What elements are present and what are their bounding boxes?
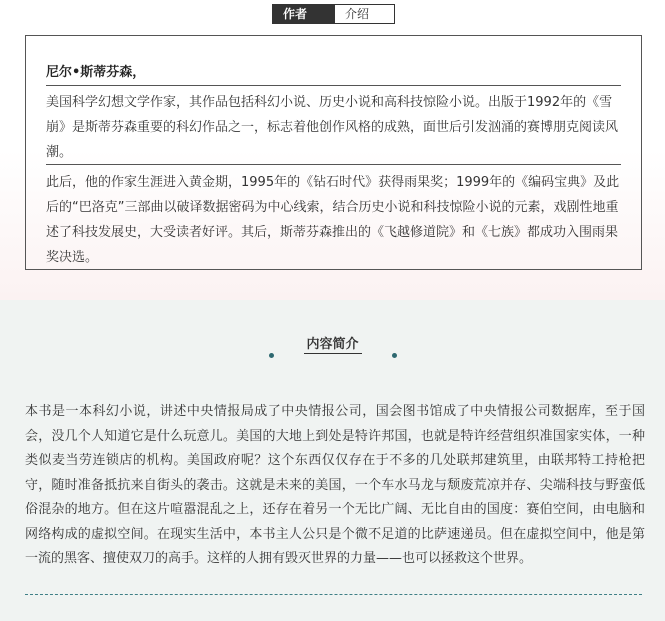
divider <box>46 164 621 165</box>
tab-author[interactable]: 作者 <box>273 5 335 23</box>
tab-bar <box>272 4 395 24</box>
author-name: 尼尔•斯蒂芬森， <box>46 65 146 80</box>
author-paragraph-1: 美国科学幻想文学作家，其作品包括科幻小说、历史小说和高科技惊险小说。出版于1992年的《雪崩》是斯蒂芬森重要的科幻作品之一，标志着他创作风格的成熟，面世后引发汹涌的赛博朋克阅读风潮。 <box>46 95 619 160</box>
section-title: 内容简介 <box>306 337 359 352</box>
dashed-divider <box>25 594 642 595</box>
dot-icon <box>269 353 274 358</box>
tab-intro[interactable]: 介绍 <box>335 5 394 23</box>
summary-text: 本书是一本科幻小说，讲述中央情报局成了中央情报公司，国会图书馆成了中央情报公司数据库，至于国会，没几个人知道它是什么玩意儿。美国的大地上到处是特许邦国，也就是特许经营组织准国家实体，一种类似麦当劳连锁店的机构。美国政府呢？这个东西仅仅存在于不多的几处联邦建筑里，由联邦特工持枪把守，随时准备抵抗来自街头的袭击。这就是未来的美国，一个车水马龙与颓废荒凉并存、尖端科技与野蛮低俗混杂的地方。但在这片喧嚣混乱之上，还存在着另一个无比广阔、无比自由的国度：赛伯空间，由电脑和网络构成的虚拟空间。在现实生活中，本书主人公只是个微不足道的比萨速递员。但在虚拟空间中，他是第一流的黑客、擅使双刀的高手。这样的人拥有毁灭世界的力量——也可以拯救这个世界。 <box>25 404 645 566</box>
divider <box>46 85 621 86</box>
title-underline <box>304 353 362 354</box>
dot-icon <box>392 353 397 358</box>
author-card <box>25 35 642 270</box>
author-paragraph-2: 此后，他的作家生涯进入黄金期，1995年的《钻石时代》获得雨果奖；1999年的《编码宝典》及此后的“巴洛克”三部曲以破译数据密码为中心线索，结合历史小说和科技惊险小说的元素，戏剧性地重述了科技发展史，大受读者好评。其后，斯蒂芬森推出的《飞越修道院》和《七族》都成功入围雨果奖决选。 <box>46 175 620 265</box>
